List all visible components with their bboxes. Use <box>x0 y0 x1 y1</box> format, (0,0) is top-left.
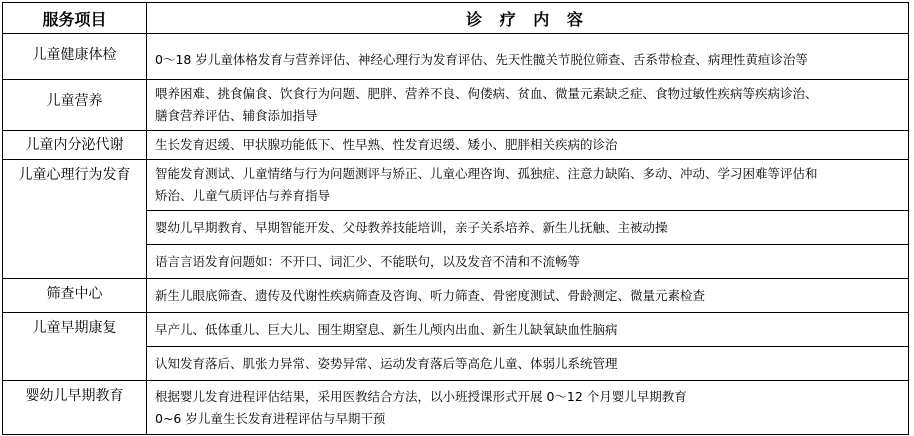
content-line: 语言言语发育问题如：不开口、词汇少、不能联句，以及发音不清和不流畅等 <box>155 253 581 269</box>
table-row <box>3 34 909 80</box>
header-service: 服务项目 <box>3 3 147 34</box>
service-content <box>147 80 909 131</box>
table-row <box>3 381 909 435</box>
content-line: 认知发育落后、肌张力异常、姿势异常、运动发育落后等高危儿童、体弱儿系统管理 <box>155 355 618 371</box>
service-content <box>147 279 909 313</box>
service-name: 儿童内分泌代谢 <box>3 131 147 160</box>
content-line: 生长发育迟缓、甲状腺功能低下、性早熟、性发育迟缓、矮小、肥胖相关疾病的诊治 <box>155 137 618 152</box>
service-content <box>147 245 909 279</box>
content-line: 智能发育测试、儿童情绪与行为问题测评与矫正、儿童心理咨询、孤独症、注意力缺陷、多动、冲动、学习困难等评估和 <box>155 166 818 181</box>
service-name: 儿童健康体检 <box>3 34 147 80</box>
content-line: 喂养困难、挑食偏食、饮食行为问题、肥胖、营养不良、佝偻病、贫血、微量元素缺乏症、食物过敏性疾病等疾病诊治、 <box>155 86 818 101</box>
content-line: 早产儿、低体重儿、巨大儿、围生期窒息、新生儿颅内出血、新生儿缺氧缺血性脑病 <box>155 321 618 337</box>
service-name: 儿童早期康复 <box>3 313 147 381</box>
services-table <box>2 2 909 435</box>
table-row <box>3 279 909 313</box>
table-row <box>3 313 909 347</box>
content-line: 0~6 岁儿童生长发育进程评估与早期干预 <box>155 410 386 426</box>
service-name: 筛查中心 <box>3 279 147 313</box>
header-content: 诊 疗 内 容 <box>147 3 909 34</box>
content-line: 0～18 岁儿童体格发育与营养评估、神经心理行为发育评估、先天性髋关节脱位筛查、舌系带检查、病理性黄疸诊治等 <box>155 51 808 67</box>
service-content <box>147 34 909 80</box>
service-name: 儿童营养 <box>3 80 147 131</box>
table-row <box>3 131 909 160</box>
content-line: 婴幼儿早期教育、早期智能开发、父母教养技能培训，亲子关系培养、新生儿抚触、主被动操 <box>155 219 668 235</box>
content-line: 矫治、儿童气质评估与养育指导 <box>155 188 331 203</box>
table-row <box>3 160 909 211</box>
table-row <box>3 80 909 131</box>
service-content <box>147 381 909 435</box>
service-content <box>147 347 909 381</box>
service-content <box>147 131 909 160</box>
service-content <box>147 211 909 245</box>
header-row <box>3 3 909 34</box>
service-name: 儿童心理行为发育 <box>3 160 147 279</box>
content-line: 新生儿眼底筛查、遗传及代谢性疾病筛查及咨询、听力筛查、骨密度测试、骨龄测定、微量元素检查 <box>155 287 706 303</box>
service-content <box>147 313 909 347</box>
content-line: 根据婴儿发育进程评估结果，采用医教结合方法，以小班授课形式开展 0～12 个月婴儿早期教育 <box>155 388 687 404</box>
service-name: 婴幼儿早期教育 <box>3 381 147 435</box>
content-line: 膳食营养评估、辅食添加指导 <box>155 108 318 123</box>
service-content <box>147 160 909 211</box>
